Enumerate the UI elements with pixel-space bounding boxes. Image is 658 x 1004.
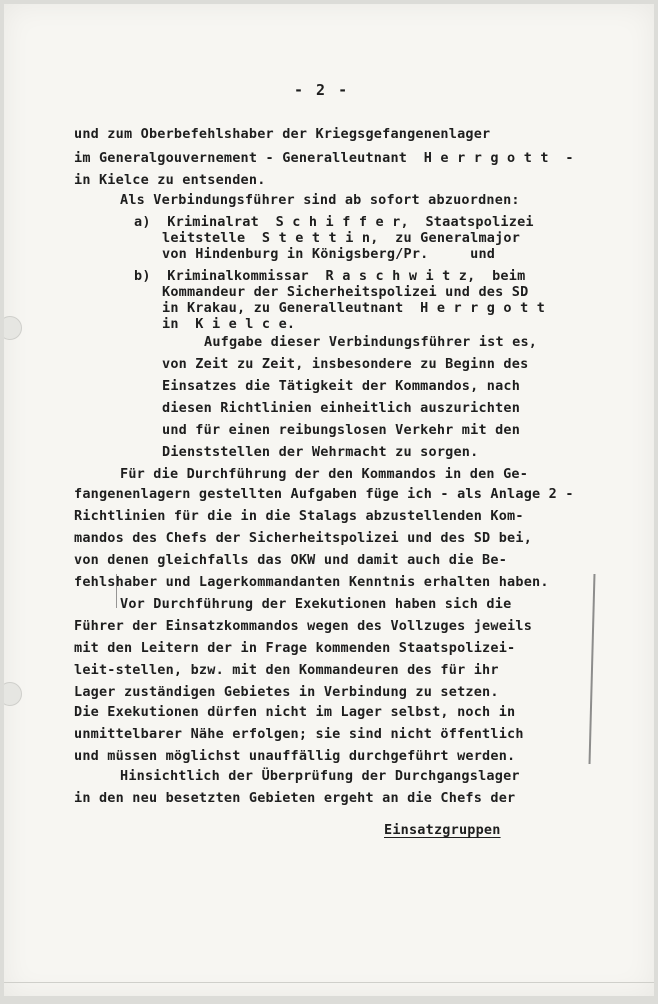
text-line: Lager zuständigen Gebietes in Verbindung zu setzen. (74, 684, 499, 700)
text-line: b) Kriminalkommissar R a s c h w i t z, beim (134, 268, 526, 284)
text-line: im Generalgouvernement - Generalleutnant H e r r g o t t - (74, 150, 574, 166)
punch-hole (4, 316, 22, 340)
punch-hole (4, 682, 22, 706)
text-line: Als Verbindungsführer sind ab sofort abzuordnen: (120, 192, 520, 208)
text-line: in K i e l c e. (162, 316, 296, 332)
text-line: Kommandeur der Sicherheitspolizei und des SD (162, 284, 529, 300)
text-line: Richtlinien für die in die Stalags abzustellenden Kom- (74, 508, 524, 524)
text-line: und zum Oberbefehlshaber der Kriegsgefangenenlager (74, 126, 491, 142)
margin-pencil-mark (589, 574, 596, 764)
text-line: von Hindenburg in Königsberg/Pr. und (162, 246, 496, 262)
text-line: in Kielce zu entsenden. (74, 172, 266, 188)
text-line: Dienststellen der Wehrmacht zu sorgen. (162, 444, 479, 460)
text-line: Vor Durchführung der Exekutionen haben sich die (120, 596, 512, 612)
text-line: Führer der Einsatzkommandos wegen des Vollzuges jeweils (74, 618, 533, 634)
text-line: diesen Richtlinien einheitlich auszurichten (162, 400, 521, 416)
text-line: Die Exekutionen dürfen nicht im Lager selbst, noch in (74, 704, 516, 720)
page-edge-fold (4, 982, 654, 983)
text-line: fehlshaber und Lagerkommandanten Kenntnis erhalten haben. (74, 574, 549, 590)
text-line: von denen gleichfalls das OKW und damit auch die Be- (74, 552, 508, 568)
text-line: von Zeit zu Zeit, insbesondere zu Beginn des (162, 356, 529, 372)
text-line: in Krakau, zu Generalleutnant H e r r g o t t (162, 300, 546, 316)
text-line: mandos des Chefs der Sicherheitspolizei und des SD bei, (74, 530, 533, 546)
text-line: mit den Leitern der in Frage kommenden Staatspolizei- (74, 640, 516, 656)
text-line: in den neu besetzten Gebieten ergeht an die Chefs der (74, 790, 516, 806)
text-line: und müssen möglichst unauffällig durchgeführt werden. (74, 748, 516, 764)
text-line: leitstelle S t e t t i n, zu Generalmajor (162, 230, 521, 246)
text-line: Aufgabe dieser Verbindungsführer ist es, (204, 334, 538, 350)
catchword: Einsatzgruppen (384, 822, 501, 838)
text-line: Hinsichtlich der Überprüfung der Durchgangslager (120, 768, 520, 784)
text-line: unmittelbarer Nähe erfolgen; sie sind nicht öffentlich (74, 726, 524, 742)
text-line: Für die Durchführung der den Kommandos in den Ge- (120, 466, 529, 482)
page-number: - 2 - (294, 81, 350, 99)
text-line: und für einen reibungslosen Verkehr mit den (162, 422, 521, 438)
text-line: leit-stellen, bzw. mit den Kommandeuren des für ihr (74, 662, 499, 678)
text-line: a) Kriminalrat S c h i f f e r, Staatspolizei (134, 214, 534, 230)
text-line: fangenenlagern gestellten Aufgaben füge ich - als Anlage 2 - (74, 486, 574, 502)
document-page (4, 4, 654, 996)
text-line: Einsatzes die Tätigkeit der Kommandos, nach (162, 378, 521, 394)
